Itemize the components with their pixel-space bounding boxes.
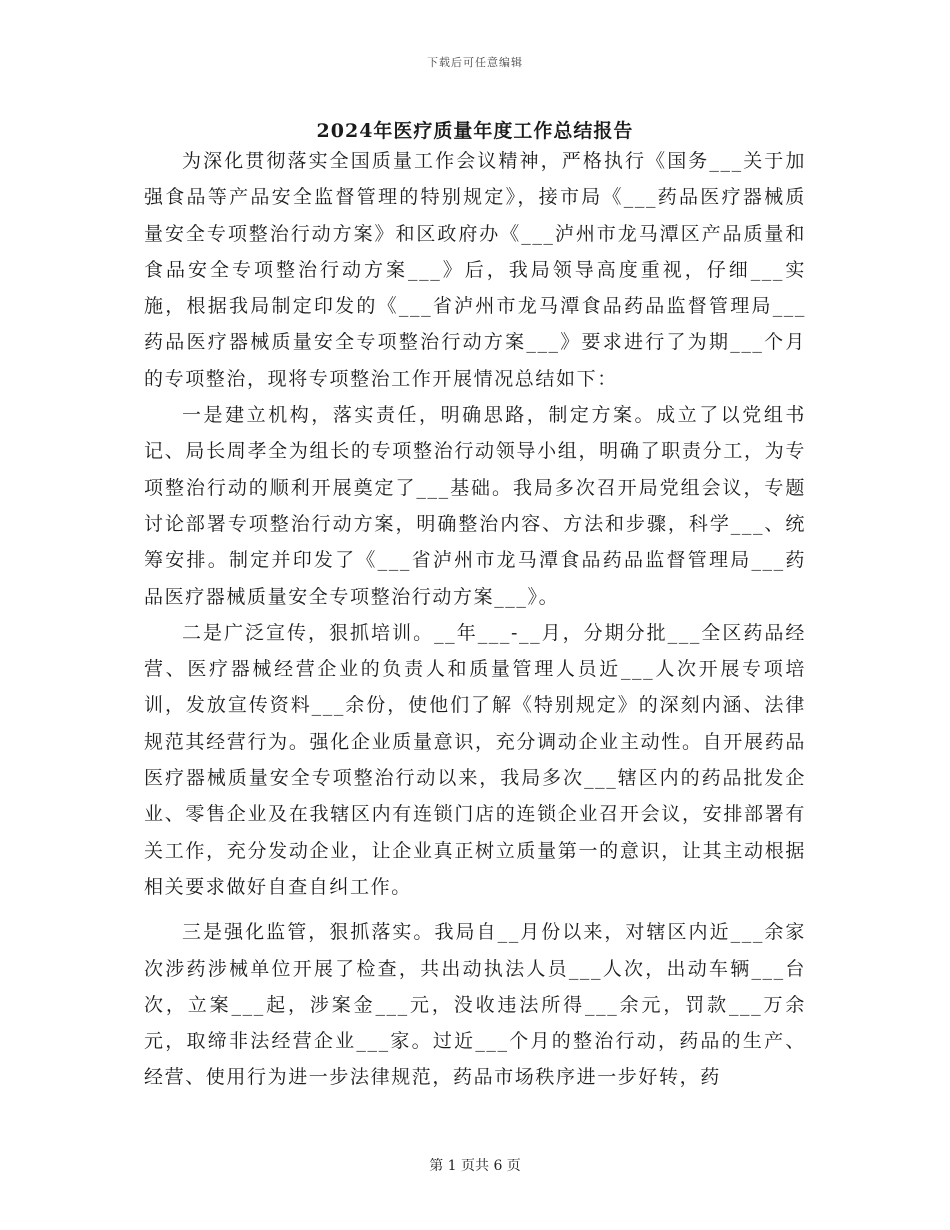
paragraph-intro: 为深化贯彻落实全国质量工作会议精神，严格执行《国务___关于加强食品等产品安全监督管理的特别规定》，接市局《___药品医疗器械质量安全专项整治行动方案》和区政府办《___泸州市龙马潭区产品质量和食品安全专项整治行动方案___》后，我局领导高度重视，仔细___实施，根据我局制定印发的《___省泸州市龙马潭食品药品监督管理局___药品医疗器械质量安全专项整治行动方案___》要求进行了为期___个月的专项整治，现将专项整治工作开展情况总结如下： [144, 150, 806, 390]
paragraph-training: 二是广泛宣传，狠抓培训。__年___-__月，分期分批___全区药品经营、医疗器械经营企业的负责人和质量管理人员近___人次开展专项培训，发放宣传资料___余份，使他们了解《特别规定》的深刻内涵、法律规范其经营行为。强化企业质量意识，充分调动企业主动性。自开展药品医疗器械质量安全专项整治行动以来，我局多次___辖区内的药品批发企业、零售企业及在我辖区内有连锁门店的连锁企业召开会议，安排部署有关工作，充分发动企业，让企业真正树立质量第一的意识，让其主动根据相关要求做好自查自纠工作。 [144, 621, 806, 898]
paragraph-organization: 一是建立机构，落实责任，明确思路，制定方案。成立了以党组书记、局长周孝全为组长的专项整治行动领导小组，明确了职责分工，为专项整治行动的顺利开展奠定了___基础。我局多次召开局党组会议，专题讨论部署专项整治行动方案，明确整治内容、方法和步骤，科学___、统筹安排。制定并印发了《___省泸州市龙马潭食品药品监督管理局___药品医疗器械质量安全专项整治行动方案___》。 [144, 404, 806, 608]
document-title: 2024年医疗质量年度工作总结报告 [316, 120, 634, 142]
page-indicator: 第 1 页共 6 页 [429, 1158, 521, 1174]
paragraph-supervision: 三是强化监管，狠抓落实。我局自__月份以来，对辖区内近___余家次涉药涉械单位开展了检查，共出动执法人员___人次，出动车辆___台次，立案___起，涉案金___元，没收违法所得___余元，罚款___万余元，取缔非法经营企业___家。过近___个月的整治行动，药品的生产、经营、使用行为进一步法律规范，药品市场秩序进一步好转，药 [144, 921, 806, 1089]
header-note: 下载后可任意编辑 [427, 56, 523, 69]
document-body [144, 143, 806, 1096]
